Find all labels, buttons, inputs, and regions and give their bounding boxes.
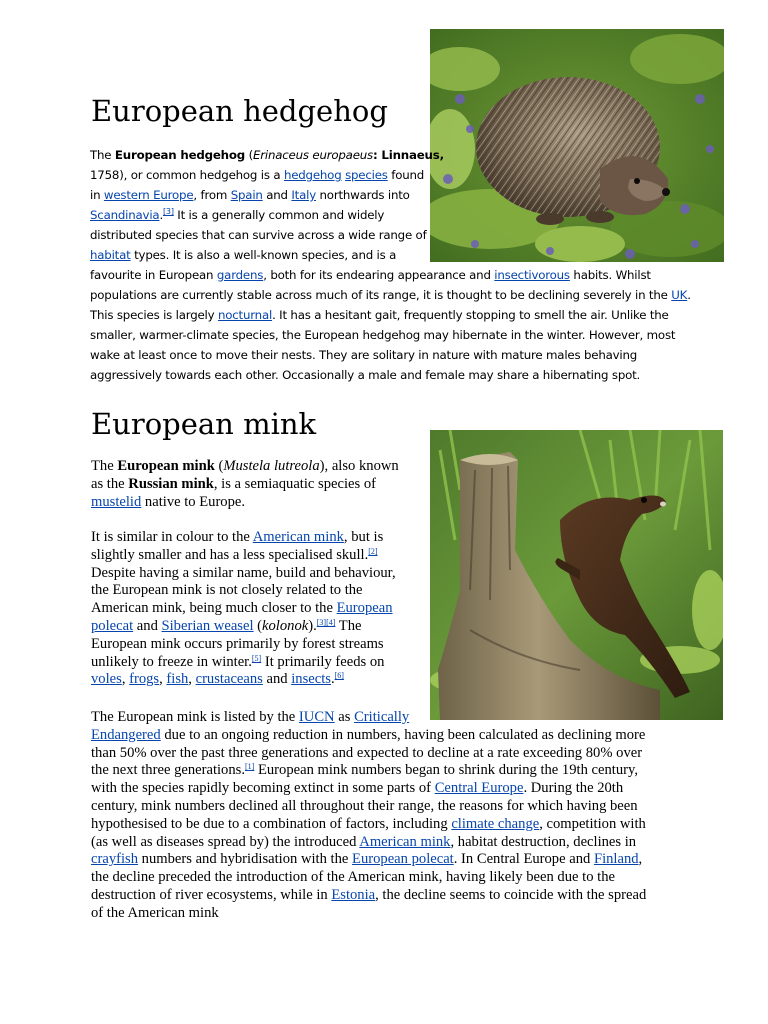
text-run: , from [193, 188, 231, 202]
text-line [91, 851, 646, 869]
text-run: of the American mink [91, 904, 219, 921]
link-insectivorous[interactable]: insectivorous [494, 268, 570, 282]
text-line [90, 365, 691, 385]
text-run: . [687, 288, 691, 302]
citation [245, 762, 254, 771]
text-run: European mink numbers began to shrink during the 19th century, [254, 762, 638, 779]
bold-term: European mink [117, 458, 215, 474]
text-run: Despite having a similar name, build and behaviour, [91, 564, 396, 581]
text-run: ( [253, 617, 263, 634]
text-run: the next three generations. [91, 762, 245, 779]
text-run: than 50% over the past three generations and expected to decline at a rate exceeding 80% over [91, 744, 643, 761]
text-line [91, 565, 396, 583]
link-european-polecat[interactable]: European polecat [352, 851, 454, 868]
text-run: The [91, 458, 118, 474]
hedgehog-paragraph [90, 145, 691, 385]
citation [317, 618, 336, 627]
citation-link[interactable]: [1] [244, 762, 255, 772]
link-climate-change[interactable]: climate change [451, 815, 540, 832]
text-line [91, 762, 646, 780]
text-run: This species is largely [90, 308, 218, 322]
text-line [90, 285, 691, 305]
text-run: with the species rapidly becoming extinct in some parts of [91, 780, 435, 797]
citation [163, 207, 174, 216]
text-run: due to an ongoing reduction in numbers, having been calculated as declining more [160, 726, 646, 743]
italic-term: Erinaceus europaeus [252, 148, 373, 162]
text-line [90, 265, 691, 285]
text-line [91, 476, 399, 494]
text-run: aggressively towards each other. Occasionally a male and female may share a hibernating spot. [90, 368, 641, 382]
text-run: The European mink is listed by the [91, 709, 299, 725]
text-line [90, 165, 691, 185]
text-run: , competition with [539, 815, 646, 832]
text-run: types. It is also a well-known species, and is a [130, 248, 397, 262]
citation-link[interactable]: [2] [368, 546, 378, 556]
text-run: smaller, warmer-climate species, the European hedgehog may hibernate in the winter. However, most [90, 328, 676, 342]
text-run: , [121, 671, 130, 688]
link-estonia[interactable]: Estonia [331, 886, 376, 903]
link-scandinavia[interactable]: Scandinavia [90, 208, 160, 222]
text-line [90, 345, 691, 365]
text-line [91, 636, 396, 654]
text-run: populations are currently stable across much of its range, it is thought to be declining severely in the [90, 288, 672, 302]
italic-term: Mustela lutreola [223, 458, 320, 474]
text-run: wake at least once to move their nests. They are solitary in nature with mature males behaving [90, 348, 638, 362]
link-frogs[interactable]: frogs [129, 671, 160, 688]
text-run: European mink occurs primarily by forest streams [91, 635, 384, 652]
mink-heading: European mink [91, 407, 317, 441]
link-critically[interactable]: Critically [354, 709, 410, 725]
citation-link[interactable]: [6] [334, 671, 344, 681]
text-line [91, 529, 396, 547]
citation [252, 654, 261, 663]
text-line [90, 305, 691, 325]
text-run: destruction of river ecosystems, while in [91, 886, 332, 903]
text-line [91, 887, 646, 905]
link-crayfish[interactable]: crayfish [91, 851, 139, 868]
text-line [90, 325, 691, 345]
text-run: , habitat destruction, declines in [450, 833, 637, 850]
text-run: the European mink is not closely related to the [91, 582, 363, 599]
text-run: , [188, 671, 196, 688]
text-line [91, 727, 646, 745]
text-run: . [159, 208, 164, 222]
link-nocturnal[interactable]: nocturnal [217, 308, 273, 322]
text-line [90, 245, 691, 265]
link-hedgehog[interactable]: hedgehog [283, 168, 342, 182]
link-gardens[interactable]: gardens [216, 268, 264, 282]
italic-term: kolonok [262, 617, 309, 634]
text-run: , but is [343, 529, 384, 545]
bold-term: European hedgehog [114, 148, 246, 162]
text-run: ), also known [319, 458, 399, 474]
text-run: . In Central Europe and [453, 851, 594, 868]
text-run: as [334, 709, 355, 725]
link-american-mink[interactable]: American mink [252, 529, 344, 545]
link-iucn[interactable]: IUCN [298, 709, 335, 725]
text-line [91, 671, 396, 689]
link-fish[interactable]: fish [166, 671, 189, 688]
mink-photo [430, 430, 723, 720]
link-voles[interactable]: voles [91, 671, 122, 688]
text-line [91, 798, 646, 816]
text-run: numbers and hybridisation with the [138, 851, 353, 868]
text-run: ( [214, 458, 224, 474]
text-run: . During the 20th [523, 780, 624, 797]
text-run: It is a generally common and widely [173, 208, 385, 222]
text-line [91, 458, 399, 476]
text-run: unlikely to freeze in winter. [91, 653, 252, 670]
bold-term: : Linnaeus, [373, 148, 444, 162]
text-line [91, 709, 646, 727]
hedgehog-heading: European hedgehog [91, 94, 388, 128]
text-run: The [335, 617, 362, 634]
link-endangered[interactable]: Endangered [91, 726, 161, 743]
link-siberian-weasel[interactable]: Siberian weasel [161, 617, 254, 634]
link-insects[interactable]: insects [291, 671, 331, 688]
text-line [91, 582, 396, 600]
link-crustaceans[interactable]: crustaceans [195, 671, 263, 688]
text-run: the decline preceded the introduction of the American mink, having likely been due to the [91, 869, 615, 886]
citation-link[interactable]: [3][4] [316, 617, 336, 627]
text-run: , [638, 851, 643, 868]
link-habitat[interactable]: habitat [90, 248, 131, 262]
text-run: hypothesised to be due to a combination of factors, including [91, 815, 452, 832]
link-european[interactable]: European [336, 600, 393, 617]
text-run: century, mink numbers declined all throughout their range, the reasons for which having been [91, 797, 638, 814]
text-run: , both for its endearing appearance and [263, 268, 495, 282]
text-line [90, 145, 691, 165]
mink-conservation-paragraph [91, 709, 646, 923]
text-run: found [387, 168, 425, 182]
text-line [91, 869, 646, 887]
text-line [91, 547, 396, 565]
link-uk[interactable]: UK [671, 288, 688, 302]
link-american-mink[interactable]: American mink [359, 833, 451, 850]
text-run: 1758), or common hedgehog is a [90, 168, 284, 182]
text-run: ( [245, 148, 253, 162]
text-run: , is a semiaquatic species of [213, 475, 376, 492]
text-line [91, 905, 646, 923]
text-line [91, 834, 646, 852]
link-finland[interactable]: Finland [593, 851, 639, 868]
mink-description-paragraph [91, 529, 396, 689]
text-line [91, 780, 646, 798]
text-run: It is similar in colour to the [91, 529, 253, 545]
link-polecat[interactable]: polecat [91, 617, 134, 634]
citation-link[interactable]: [5] [251, 653, 262, 663]
text-line [91, 600, 396, 618]
text-run: in [90, 188, 104, 202]
mink-intro-paragraph [91, 458, 399, 511]
text-line [91, 745, 646, 763]
text-run: native to Europe. [141, 493, 246, 510]
text-run: ). [308, 617, 317, 634]
text-run: and [262, 671, 292, 688]
link-mustelid[interactable]: mustelid [91, 493, 142, 510]
text-run: slightly smaller and has a less specialised skull. [91, 546, 369, 563]
text-run: habits. Whilst [569, 268, 651, 282]
text-line [91, 816, 646, 834]
text-run: and [133, 617, 162, 634]
text-line [90, 185, 691, 205]
link-spain[interactable]: Spain [230, 188, 263, 202]
link-central-europe[interactable]: Central Europe [434, 780, 524, 797]
text-line [90, 205, 691, 225]
text-line [91, 654, 396, 672]
text-run: American mink, being much closer to the [91, 600, 337, 617]
text-run: distributed species that can survive across a wide range of [90, 228, 427, 242]
text-run: , [159, 671, 167, 688]
text-run: The [90, 148, 115, 162]
text-run: as the [91, 475, 129, 492]
text-run: favourite in European [90, 268, 217, 282]
bold-term: Russian mink [128, 475, 214, 492]
link-species[interactable]: species [345, 168, 388, 182]
text-run: and [262, 188, 292, 202]
text-run: . It has a hesitant gait, frequently stopping to smell the air. Unlike the [272, 308, 669, 322]
citation-link[interactable]: [3] [163, 207, 174, 216]
text-line [90, 225, 691, 245]
text-run: (as well as diseases spread by) the introduced [91, 833, 360, 850]
text-run: . [330, 671, 335, 688]
citation [335, 671, 344, 680]
text-line [91, 618, 396, 636]
link-western-europe[interactable]: western Europe [103, 188, 194, 202]
text-run: It primarily feeds on [261, 653, 385, 670]
citation [368, 547, 377, 556]
text-run: northwards into [315, 188, 410, 202]
text-run: , the decline seems to coincide with the spread [375, 886, 647, 903]
link-italy[interactable]: Italy [291, 188, 316, 202]
text-line [91, 494, 399, 512]
